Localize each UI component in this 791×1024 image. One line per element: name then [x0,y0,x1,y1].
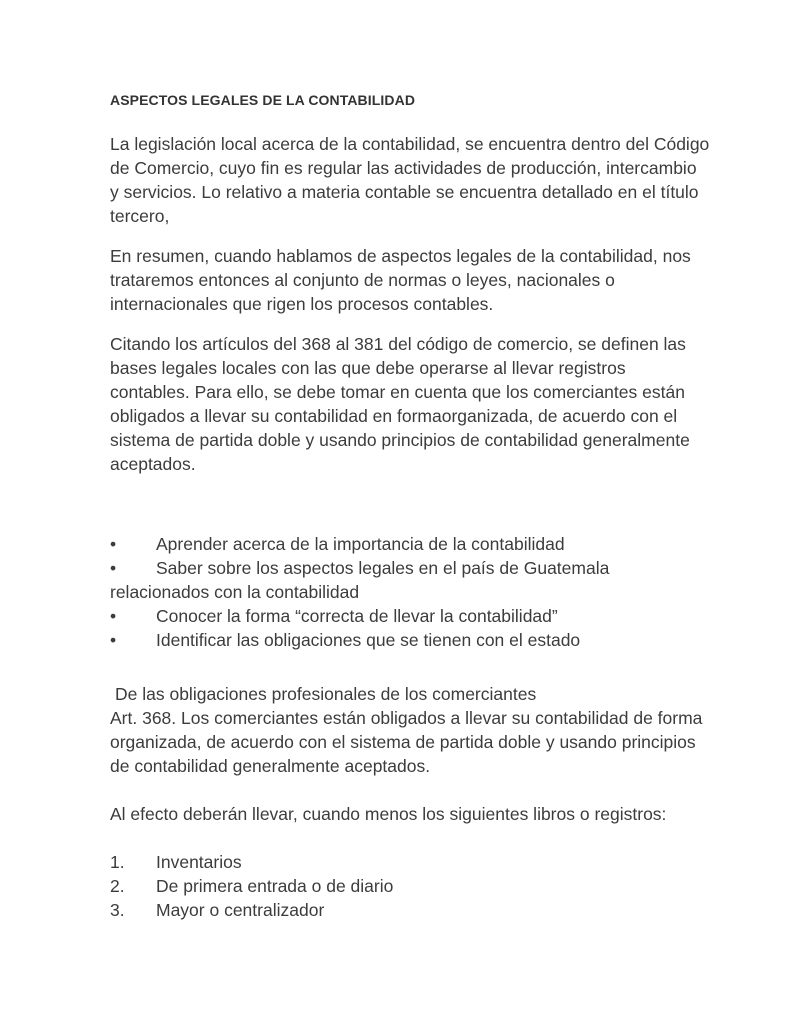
list-number: 2. [110,876,125,896]
list-item [110,850,710,874]
bullet-icon: • [110,606,117,626]
article-text: Art. 368. Los comerciantes están obligados a llevar su contabilidad de forma organizada, de acuerdo con el sistema de partida doble y usando principios de contabilidad generalmente aceptados. [110,708,703,776]
list-item [110,604,710,628]
list-item-continuation: relacionados con la contabilidad [110,582,360,602]
list-item-text: Conocer la forma “correcta de llevar la contabilidad” [156,606,558,626]
list-number: 1. [110,852,125,872]
article-block [110,682,710,778]
list-item-text: Identificar las obligaciones que se tienen con el estado [156,630,581,650]
list-item-text: Inventarios [156,852,242,872]
list-item-text: Mayor o centralizador [156,900,325,920]
list-item [110,532,710,556]
document-title: ASPECTOS LEGALES DE LA CONTABILIDAD [110,92,416,108]
bullet-icon: • [110,558,117,578]
list-item [110,628,710,652]
bullet-icon: • [110,534,117,554]
document-page [110,92,710,922]
list-item-text: Aprender acerca de la importancia de la contabilidad [156,534,565,554]
books-intro: Al efecto deberán llevar, cuando menos los siguientes libros o registros: [110,804,667,824]
article-heading: De las obligaciones profesionales de los comerciantes [115,684,537,704]
objectives-list [110,532,710,652]
list-item [110,898,710,922]
paragraph-legislation: La legislación local acerca de la contabilidad, se encuentra dentro del Código de Comercio, cuyo fin es regular las actividades de producción, intercambio y servicios. Lo relativo a materia contable se encuentra detallado en el título tercero, [110,134,710,226]
list-number: 3. [110,900,125,920]
bullet-icon: • [110,630,117,650]
paragraph-summary: En resumen, cuando hablamos de aspectos legales de la contabilidad, nos trataremos entonces al conjunto de normas o leyes, nacionales o internacionales que rigen los procesos contables. [110,246,691,314]
books-list [110,850,710,922]
list-item-text: De primera entrada o de diario [156,876,394,896]
list-item-text: Saber sobre los aspectos legales en el país de Guatemala [156,558,610,578]
list-item [110,874,710,898]
paragraph-articles: Citando los artículos del 368 al 381 del código de comercio, se definen las bases legales locales con las que debe operarse al llevar registros contables. Para ello, se debe tomar en cuenta que los comerciantes están obligados a llevar su contabilidad en formaorganizada, de acuerdo con el sistema de partida doble y usando principios de contabilidad generalmente aceptados. [110,334,690,474]
list-item [110,556,710,580]
